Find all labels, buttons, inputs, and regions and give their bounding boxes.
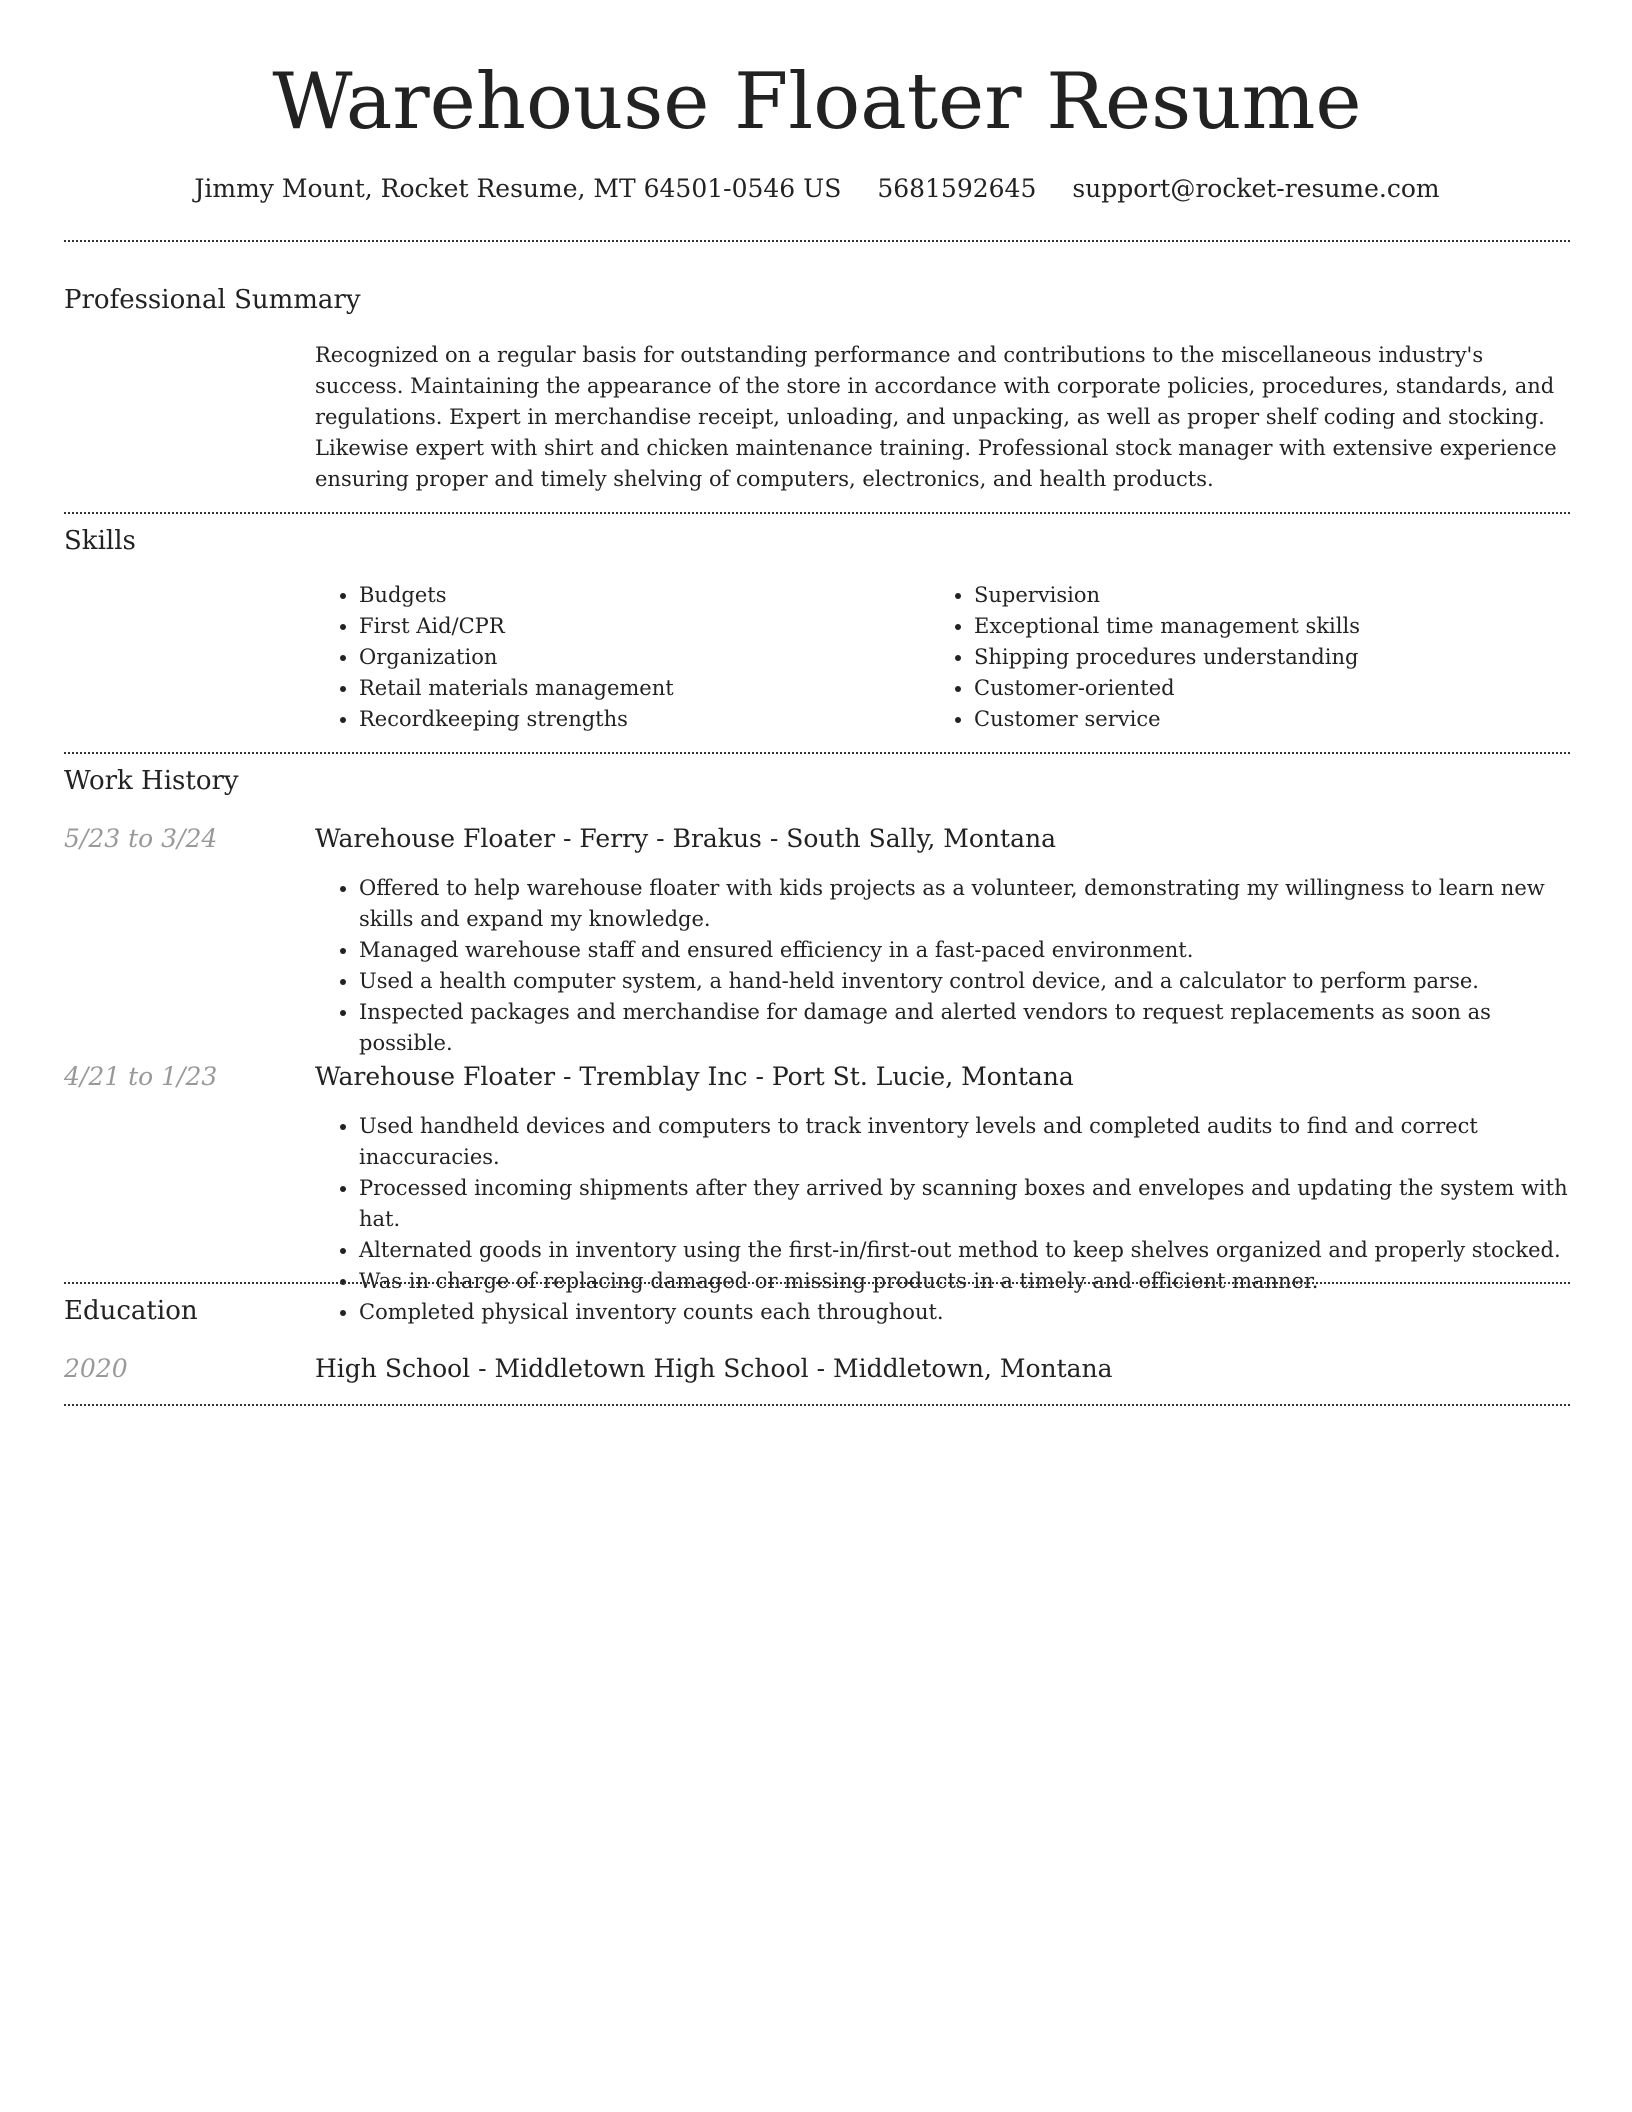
work-heading: Work History: [64, 766, 239, 796]
education-entry: High School - Middletown High School - Middletown, Montana: [315, 1354, 1113, 1383]
job-bullet: • Offered to help warehouse floater with kids projects as a volunteer, demonstrating my willingness to learn new skills and expand my knowledge.: [359, 873, 1575, 935]
skill-item: • Budgets: [359, 580, 925, 611]
skill-item: • Shipping procedures understanding: [974, 642, 1540, 673]
divider: [64, 1282, 1570, 1284]
job-bullet: • Used handheld devices and computers to track inventory levels and completed audits to find and correct inaccuracies.: [359, 1111, 1575, 1173]
job-bullet: • Completed physical inventory counts each throughout.: [359, 1297, 1575, 1328]
job-header: Warehouse Floater - Tremblay Inc - Port St. Lucie, Montana: [315, 1062, 1074, 1091]
skill-item: • Organization: [359, 642, 925, 673]
education-year: 2020: [64, 1354, 128, 1383]
divider: [64, 240, 1570, 242]
contact-address: Jimmy Mount, Rocket Resume, MT 64501-0546 US: [194, 174, 842, 203]
contact-line: [64, 172, 1570, 206]
skill-item: • Customer-oriented: [974, 673, 1540, 704]
skill-item: • Recordkeeping strengths: [359, 704, 925, 735]
job-bullet: • Processed incoming shipments after they arrived by scanning boxes and envelopes and updating the system with hat.: [359, 1173, 1575, 1235]
job-dates: 5/23 to 3/24: [64, 824, 218, 853]
resume-title: Warehouse Floater Resume: [272, 57, 1362, 147]
job-dates: 4/21 to 1/23: [64, 1062, 218, 1091]
contact-phone: 5681592645: [877, 174, 1037, 203]
job-bullet: • Inspected packages and merchandise for damage and alerted vendors to request replacements as soon as possible.: [359, 997, 1575, 1059]
job-bullet: • Used a health computer system, a hand-held inventory control device, and a calculator to perform parse.: [359, 966, 1575, 997]
skills-column-left: [315, 580, 925, 735]
job-bullet: • Alternated goods in inventory using the first-in/first-out method to keep shelves organized and properly stocked.: [359, 1235, 1575, 1266]
skill-item: • Retail materials management: [359, 673, 925, 704]
job-bullets: [315, 873, 1575, 1059]
divider: [64, 512, 1570, 514]
skill-item: • Supervision: [974, 580, 1540, 611]
job-bullet: • Managed warehouse staff and ensured efficiency in a fast-paced environment.: [359, 935, 1575, 966]
job-bullet: • Was in charge of replacing damaged or missing products in a timely and efficient manner.: [359, 1266, 1575, 1297]
skill-item: • Exceptional time management skills: [974, 611, 1540, 642]
summary-text: Recognized on a regular basis for outstanding performance and contributions to the miscellaneous industry's success. Maintaining the appearance of the store in accordance with corporate policies, procedures, standards, and regulations. Expert in merchandise receipt, unloading, and unpacking, as well as proper shelf coding and stocking. Likewise expert with shirt and chicken maintenance training. Professional stock manager with extensive experience ensuring proper and timely shelving of computers, electronics, and health products.: [315, 343, 1557, 491]
divider: [64, 1404, 1570, 1406]
summary-heading: Professional Summary: [64, 285, 361, 315]
skill-item: • First Aid/CPR: [359, 611, 925, 642]
skill-item: • Customer service: [974, 704, 1540, 735]
job-header: Warehouse Floater - Ferry - Brakus - South Sally, Montana: [315, 824, 1057, 853]
divider: [64, 752, 1570, 754]
skills-column-right: [930, 580, 1540, 735]
job-bullets: [315, 1111, 1575, 1328]
summary-body: [315, 340, 1565, 495]
education-heading: Education: [64, 1296, 198, 1326]
contact-email[interactable]: support@rocket-resume.com: [1072, 174, 1440, 203]
skills-heading: Skills: [64, 526, 136, 556]
